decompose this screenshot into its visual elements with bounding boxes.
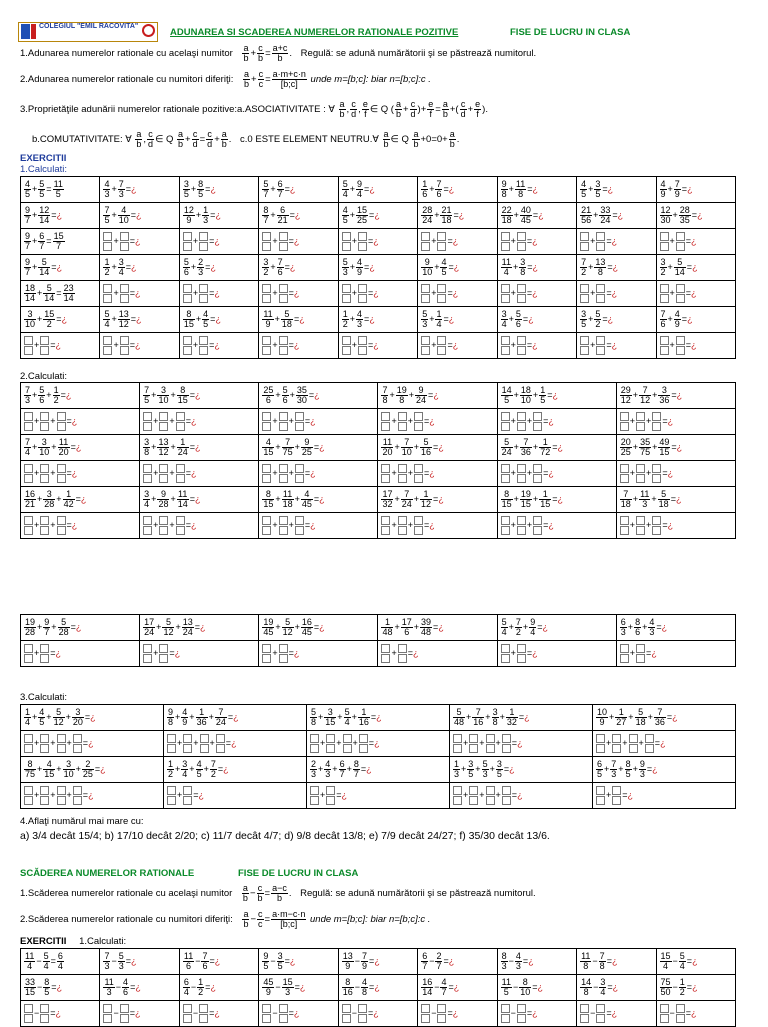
- exercise-cell[interactable]: + =¿: [338, 229, 417, 255]
- exercise-cell[interactable]: + + + =¿: [21, 783, 164, 809]
- exercise-cell[interactable]: + + + =¿: [450, 783, 593, 809]
- exercise-cell[interactable]: $\frac{28}{24}$ + $\frac{21}{18}$ =¿: [418, 203, 497, 229]
- exercise-cell[interactable]: + + + =¿: [307, 731, 450, 757]
- exercise-cell[interactable]: − =¿: [418, 1001, 497, 1027]
- subtraction-subtitle: FISE DE LUCRU IN CLASA: [238, 868, 359, 879]
- exercise-cell[interactable]: $\frac{4}{15}$ + $\frac{7}{75}$ + $\frac{9}{25}$ =¿: [259, 435, 378, 461]
- exercise-cell[interactable]: $\frac{6}{3}$ + $\frac{8}{6}$ + $\frac{4}{3}$ =¿: [616, 615, 735, 641]
- exercise-cell[interactable]: + =¿: [100, 281, 179, 307]
- exercise-cell[interactable]: + + =¿: [140, 513, 259, 539]
- exercise-cell[interactable]: $\frac{19}{45}$ + $\frac{5}{12}$ + $\frac{16}{45}$ =¿: [259, 615, 378, 641]
- exercise-cell[interactable]: + + =¿: [616, 409, 735, 435]
- exercise-cell[interactable]: $\frac{11}{3}$ − $\frac{4}{6}$ =¿: [100, 975, 179, 1001]
- table-row: [21, 255, 736, 281]
- exercise-cell[interactable]: $\frac{7}{6}$ + $\frac{4}{9}$ =¿: [656, 307, 736, 333]
- section-2-label: 2.Calculati:: [20, 371, 67, 382]
- rule-4: b.COMUTATIVITATE: ∀ $\frac{a}{b}$ , $\frac{c}{d}$ ∈ Q $\frac{a}{b}$ + $\frac{c}{d}$ = $\frac{c}{d}$ + $\frac{a}{b}$ . c.0 ESTE ELEMENT NEUTRU.∀ $\frac{a}{b}$ ∈ Q $\frac{a}{b}$ +0=0+ $\frac{a}{b}$ .: [32, 129, 460, 149]
- exercise-cell[interactable]: + =¿: [179, 229, 258, 255]
- section-4-label: 4.Aflaţi numărul mai mare cu:: [20, 816, 144, 827]
- table-row: [21, 757, 736, 783]
- exercise-cell[interactable]: + =¿: [100, 333, 179, 359]
- exercise-cell[interactable]: + =¿: [577, 281, 656, 307]
- exercise-cell[interactable]: $\frac{3}{2}$ + $\frac{5}{14}$ =¿: [656, 255, 736, 281]
- exercise-cell[interactable]: + + =¿: [259, 461, 378, 487]
- table-row: [21, 949, 736, 975]
- exercise-cell[interactable]: $\frac{5}{8}$ + $\frac{3}{15}$ + $\frac{5}{4}$ + $\frac{1}{16}$ =¿: [307, 705, 450, 731]
- exercise-cell[interactable]: − =¿: [179, 1001, 258, 1027]
- exercise-cell[interactable]: + =¿: [656, 333, 736, 359]
- exercise-cell[interactable]: $\frac{1}{2}$ + $\frac{3}{4}$ + $\frac{4}{5}$ + $\frac{7}{2}$ =¿: [164, 757, 307, 783]
- exercise-cell[interactable]: $\frac{1}{6}$ + $\frac{7}{6}$ =¿: [418, 177, 497, 203]
- exercise-cell[interactable]: $\frac{11}{9}$ + $\frac{5}{18}$ =¿: [259, 307, 338, 333]
- exercise-cell[interactable]: $\frac{4}{3}$ + $\frac{7}{3}$ =¿: [100, 177, 179, 203]
- exercise-cell[interactable]: $\frac{8}{15}$ + $\frac{11}{18}$ + $\frac{4}{45}$ =¿: [259, 487, 378, 513]
- exercise-cell[interactable]: $\frac{8}{15}$ + $\frac{19}{15}$ + $\frac{1}{15}$ =¿: [497, 487, 616, 513]
- exercise-cell[interactable]: + =¿: [577, 229, 656, 255]
- exercise-cell[interactable]: + =¿: [378, 641, 497, 667]
- exercise-cell[interactable]: − =¿: [338, 1001, 417, 1027]
- exercise-cell[interactable]: $\frac{7}{5}$ + $\frac{4}{10}$ =¿: [100, 203, 179, 229]
- exercise-cell[interactable]: $\frac{11}{20}$ + $\frac{7}{10}$ + $\frac{5}{16}$ =¿: [378, 435, 497, 461]
- exercise-cell[interactable]: $\frac{5}{4}$ + $\frac{9}{4}$ =¿: [338, 177, 417, 203]
- exercise-cell[interactable]: + =¿: [21, 641, 140, 667]
- exercise-cell[interactable]: $\frac{45}{9}$ − $\frac{15}{3}$ =¿: [259, 975, 338, 1001]
- exercise-cell[interactable]: + =¿: [418, 229, 497, 255]
- exercise-cell[interactable]: $\frac{16}{14}$ − $\frac{4}{7}$ =¿: [418, 975, 497, 1001]
- exercise-cell[interactable]: + + + =¿: [593, 731, 736, 757]
- exercise-cell[interactable]: $\frac{8}{7}$ + $\frac{6}{21}$ =¿: [259, 203, 338, 229]
- school-name: COLEGIUL "EMIL RACOVITA": [39, 23, 139, 30]
- exercise-cell[interactable]: + =¿: [259, 333, 338, 359]
- exercise-cell[interactable]: + =¿: [338, 281, 417, 307]
- table-row: [21, 783, 736, 809]
- exercise-cell[interactable]: $\frac{29}{12}$ + $\frac{7}{12}$ + $\frac{3}{36}$ =¿: [616, 383, 735, 409]
- exercise-cell[interactable]: + + =¿: [378, 461, 497, 487]
- exercise-cell[interactable]: $\frac{11}{8}$ − $\frac{7}{8}$ =¿: [577, 949, 656, 975]
- exercise-cell[interactable]: + + =¿: [497, 409, 616, 435]
- section-4-line: a) 3/4 decât 15/4; b) 17/10 decât 2/20; c) 11/7 decât 4/7; d) 9/8 decât 13/8; e) 7/9 decât 24/27; f) 35/30 decât 13/6.: [20, 830, 550, 842]
- exercise-cell[interactable]: + =¿: [497, 281, 576, 307]
- table-row: [21, 705, 736, 731]
- exercise-cell[interactable]: $\frac{14}{8}$ − $\frac{3}{4}$ =¿: [577, 975, 656, 1001]
- exercise-cell[interactable]: $\frac{15}{4}$ − $\frac{5}{4}$ =¿: [656, 949, 736, 975]
- exercise-cell[interactable]: − =¿: [656, 1001, 736, 1027]
- exercise-cell[interactable]: + =¿: [100, 229, 179, 255]
- exercise-table-3: [20, 614, 736, 667]
- exercise-cell[interactable]: + + =¿: [21, 513, 140, 539]
- table-row: [21, 641, 736, 667]
- table-row: [21, 203, 736, 229]
- exercise-cell[interactable]: $\frac{4}{5}$ + $\frac{15}{25}$ =¿: [338, 203, 417, 229]
- exercise-cell[interactable]: $\frac{12}{30}$ + $\frac{28}{35}$ =¿: [656, 203, 736, 229]
- exercise-cell[interactable]: + + =¿: [140, 461, 259, 487]
- exercise-cell[interactable]: $\frac{9}{8}$ + $\frac{11}{8}$ =¿: [497, 177, 576, 203]
- exercises-heading: EXERCITII: [20, 153, 67, 164]
- exercise-cell[interactable]: $\frac{9}{8}$ + $\frac{4}{9}$ + $\frac{1}{36}$ + $\frac{7}{24}$ =¿: [164, 705, 307, 731]
- exercise-cell[interactable]: $\frac{7}{2}$ + $\frac{13}{8}$ =¿: [577, 255, 656, 281]
- exercise-cell[interactable]: + =¿: [307, 783, 450, 809]
- table-row: [21, 177, 736, 203]
- exercise-cell[interactable]: $\frac{25}{6}$ + $\frac{5}{6}$ + $\frac{35}{30}$ =¿: [259, 383, 378, 409]
- exercise-table-1: [20, 176, 736, 359]
- exercise-cell[interactable]: + + =¿: [616, 513, 735, 539]
- page-title: ADUNAREA SI SCADEREA NUMERELOR RATIONALE POZITIVE: [170, 27, 459, 38]
- exercise-cell[interactable]: $\frac{3}{10}$ + $\frac{15}{2}$ =¿: [21, 307, 100, 333]
- exercise-cell[interactable]: $\frac{9}{7}$ + $\frac{6}{7}$ = $\frac{15}{7}$: [21, 229, 100, 255]
- exercise-cell[interactable]: − =¿: [21, 1001, 100, 1027]
- exercise-cell[interactable]: + =¿: [164, 783, 307, 809]
- exercise-cell[interactable]: + =¿: [259, 641, 378, 667]
- exercise-cell[interactable]: + =¿: [497, 333, 576, 359]
- exercise-cell[interactable]: $\frac{9}{7}$ + $\frac{12}{14}$ =¿: [21, 203, 100, 229]
- exercise-cell[interactable]: + + =¿: [497, 461, 616, 487]
- exercise-cell[interactable]: $\frac{7}{3}$ − $\frac{5}{3}$ =¿: [100, 949, 179, 975]
- table-row: [21, 333, 736, 359]
- exercise-cell[interactable]: + =¿: [418, 281, 497, 307]
- exercise-cell[interactable]: $\frac{21}{56}$ + $\frac{33}{24}$ =¿: [577, 203, 656, 229]
- exercise-table-4: [20, 704, 736, 809]
- exercise-cell[interactable]: $\frac{11}{5}$ − $\frac{8}{10}$ =¿: [497, 975, 576, 1001]
- exercise-cell[interactable]: $\frac{5}{48}$ + $\frac{7}{16}$ + $\frac{3}{8}$ + $\frac{1}{32}$ =¿: [450, 705, 593, 731]
- exercise-cell[interactable]: + =¿: [577, 333, 656, 359]
- exercise-cell[interactable]: $\frac{7}{18}$ + $\frac{11}{3}$ + $\frac{5}{18}$ =¿: [616, 487, 735, 513]
- exercise-cell[interactable]: + =¿: [140, 641, 259, 667]
- exercise-cell[interactable]: $\frac{3}{5}$ + $\frac{8}{5}$ =¿: [179, 177, 258, 203]
- exercise-cell[interactable]: $\frac{7}{4}$ + $\frac{3}{10}$ + $\frac{11}{20}$ =¿: [21, 435, 140, 461]
- exercise-cell[interactable]: $\frac{8}{15}$ + $\frac{4}{5}$ =¿: [179, 307, 258, 333]
- exercise-cell[interactable]: − =¿: [497, 1001, 576, 1027]
- exercise-cell[interactable]: $\frac{2}{3}$ + $\frac{4}{3}$ + $\frac{6}{7}$ + $\frac{8}{7}$ =¿: [307, 757, 450, 783]
- exercise-cell[interactable]: $\frac{11}{4}$ + $\frac{3}{8}$ =¿: [497, 255, 576, 281]
- exercise-cell[interactable]: $\frac{7}{8}$ + $\frac{19}{8}$ + $\frac{9}{24}$ =¿: [378, 383, 497, 409]
- rule-1: 1.Adunarea numerelor rationale cu acelaşi numitor $\frac{a}{b}$ + $\frac{c}{b}$ = $\frac{a+c}{b}$ . Regulă: se adună numărătorii şi se păstrează numitorul.: [20, 43, 537, 63]
- rule-2: 2.Adunarea numerelor rationale cu numitori diferiţi: $\frac{a}{b}$ + $\frac{c}{c}$ = $\frac{a\cdot m+c\cdot n}{[b;c]}$ unde m=[b;c]: biar n=[b;c]:c .: [20, 69, 431, 89]
- exercise-cell[interactable]: $\frac{1}{4}$ + $\frac{4}{5}$ + $\frac{5}{12}$ + $\frac{3}{20}$ =¿: [21, 705, 164, 731]
- sub-rule-1: 1.Scăderea numerelor rationale cu acelaşi numitor $\frac{a}{b}$ − $\frac{c}{b}$ = $\frac{a-c}{b}$ . Regulă: se adună numărătorii şi se păstrează numitorul.: [20, 883, 536, 903]
- exercise-cell[interactable]: + + =¿: [616, 461, 735, 487]
- exercise-cell[interactable]: $\frac{4}{5}$ + $\frac{5}{5}$ = $\frac{11}{5}$: [21, 177, 100, 203]
- exercise-cell[interactable]: + + + =¿: [164, 731, 307, 757]
- exercise-cell[interactable]: $\frac{16}{21}$ + $\frac{3}{28}$ + $\frac{1}{42}$ =¿: [21, 487, 140, 513]
- table-row: [21, 1001, 736, 1027]
- subtraction-exercises: EXERCITII 1.Calculati:: [20, 936, 127, 947]
- logo-stripe-blue-icon: [21, 24, 30, 39]
- table-row: [21, 307, 736, 333]
- subtraction-title: SCĂDEREA NUMERELOR RATIONALE: [20, 868, 195, 879]
- exercise-cell[interactable]: $\frac{5}{3}$ + $\frac{4}{9}$ =¿: [338, 255, 417, 281]
- exercise-cell[interactable]: $\frac{8}{16}$ − $\frac{4}{8}$ =¿: [338, 975, 417, 1001]
- section-1-label: 1.Calculati:: [20, 164, 67, 175]
- exercise-cell[interactable]: $\frac{5}{7}$ + $\frac{6}{7}$ =¿: [259, 177, 338, 203]
- exercise-cell[interactable]: + =¿: [656, 281, 736, 307]
- exercise-cell[interactable]: $\frac{5}{4}$ + $\frac{13}{12}$ =¿: [100, 307, 179, 333]
- exercise-cell[interactable]: $\frac{5}{24}$ + $\frac{7}{36}$ + $\frac{1}{72}$ =¿: [497, 435, 616, 461]
- exercise-cell[interactable]: + =¿: [21, 333, 100, 359]
- exercise-cell[interactable]: $\frac{19}{28}$ + $\frac{9}{7}$ + $\frac{5}{28}$ =¿: [21, 615, 140, 641]
- exercise-cell[interactable]: + =¿: [259, 281, 338, 307]
- exercise-cell[interactable]: + =¿: [338, 333, 417, 359]
- exercise-cell[interactable]: $\frac{14}{5}$ + $\frac{18}{10}$ + $\frac{1}{5}$ =¿: [497, 383, 616, 409]
- exercise-cell[interactable]: + =¿: [616, 641, 735, 667]
- exercise-table-2: [20, 382, 736, 539]
- exercise-cell[interactable]: $\frac{11}{4}$ − $\frac{5}{4}$ = $\frac{6}{4}$: [21, 949, 100, 975]
- exercise-cell[interactable]: + =¿: [593, 783, 736, 809]
- exercise-cell[interactable]: + + =¿: [140, 409, 259, 435]
- table-row: [21, 383, 736, 409]
- exercise-cell[interactable]: + + =¿: [259, 513, 378, 539]
- exercise-cell[interactable]: + + =¿: [259, 409, 378, 435]
- school-logo: [18, 22, 158, 42]
- section-3-label: 3.Calculati:: [20, 692, 67, 703]
- exercise-cell[interactable]: + =¿: [179, 281, 258, 307]
- table-row: [21, 409, 736, 435]
- exercise-cell[interactable]: $\frac{6}{5}$ + $\frac{7}{3}$ + $\frac{8}{5}$ + $\frac{9}{3}$ =¿: [593, 757, 736, 783]
- exercise-cell[interactable]: $\frac{3}{5}$ + $\frac{5}{2}$ =¿: [577, 307, 656, 333]
- table-row: [21, 975, 736, 1001]
- exercise-cell[interactable]: + =¿: [656, 229, 736, 255]
- exercise-cell[interactable]: $\frac{3}{4}$ + $\frac{9}{28}$ + $\frac{11}{14}$ =¿: [140, 487, 259, 513]
- exercise-cell[interactable]: + =¿: [497, 641, 616, 667]
- exercise-table-5: [20, 948, 736, 1027]
- exercise-cell[interactable]: $\frac{9}{10}$ + $\frac{4}{5}$ =¿: [418, 255, 497, 281]
- exercise-cell[interactable]: $\frac{33}{15}$ − $\frac{8}{5}$ =¿: [21, 975, 100, 1001]
- exercise-cell[interactable]: $\frac{17}{32}$ + $\frac{7}{24}$ + $\frac{1}{12}$ =¿: [378, 487, 497, 513]
- table-row: [21, 731, 736, 757]
- exercise-cell[interactable]: + + + =¿: [450, 731, 593, 757]
- exercise-cell[interactable]: $\frac{17}{24}$ + $\frac{5}{12}$ + $\frac{13}{24}$ =¿: [140, 615, 259, 641]
- exercise-cell[interactable]: + =¿: [418, 333, 497, 359]
- exercise-cell[interactable]: $\frac{3}{4}$ + $\frac{5}{6}$ =¿: [497, 307, 576, 333]
- exercise-cell[interactable]: + + =¿: [21, 461, 140, 487]
- exercise-cell[interactable]: $\frac{5}{6}$ + $\frac{2}{3}$ =¿: [179, 255, 258, 281]
- exercise-cell[interactable]: $\frac{75}{50}$ − $\frac{1}{2}$ =¿: [656, 975, 736, 1001]
- exercise-cell[interactable]: $\frac{1}{2}$ + $\frac{4}{3}$ =¿: [338, 307, 417, 333]
- table-row: [21, 513, 736, 539]
- exercise-cell[interactable]: $\frac{7}{3}$ + $\frac{5}{6}$ + $\frac{1}{2}$ =¿: [21, 383, 140, 409]
- exercise-cell[interactable]: $\frac{1}{2}$ + $\frac{3}{4}$ =¿: [100, 255, 179, 281]
- exercise-cell[interactable]: $\frac{22}{18}$ + $\frac{40}{45}$ =¿: [497, 203, 576, 229]
- exercise-cell[interactable]: $\frac{4}{5}$ + $\frac{3}{5}$ =¿: [577, 177, 656, 203]
- page-subtitle: FISE DE LUCRU IN CLASA: [510, 27, 631, 38]
- exercise-cell[interactable]: $\frac{3}{2}$ + $\frac{7}{6}$ =¿: [259, 255, 338, 281]
- exercise-cell[interactable]: $\frac{8}{75}$ + $\frac{4}{15}$ + $\frac{3}{10}$ + $\frac{2}{25}$ =¿: [21, 757, 164, 783]
- exercise-cell[interactable]: $\frac{3}{8}$ + $\frac{13}{12}$ + $\frac{1}{24}$ =¿: [140, 435, 259, 461]
- exercise-cell[interactable]: $\frac{12}{9}$ + $\frac{1}{3}$ =¿: [179, 203, 258, 229]
- exercise-cell[interactable]: + + =¿: [378, 409, 497, 435]
- table-row: [21, 435, 736, 461]
- exercise-cell[interactable]: − =¿: [100, 1001, 179, 1027]
- logo-stripe-red-icon: [31, 24, 36, 39]
- exercise-cell[interactable]: − =¿: [259, 1001, 338, 1027]
- exercise-cell[interactable]: + =¿: [179, 333, 258, 359]
- exercise-cell[interactable]: + + =¿: [21, 409, 140, 435]
- exercise-cell[interactable]: $\frac{1}{3}$ + $\frac{3}{5}$ + $\frac{5}{3}$ + $\frac{3}{5}$ =¿: [450, 757, 593, 783]
- exercise-cell[interactable]: + =¿: [497, 229, 576, 255]
- exercise-cell[interactable]: $\frac{4}{9}$ + $\frac{7}{9}$ =¿: [656, 177, 736, 203]
- exercise-cell[interactable]: $\frac{6}{7}$ − $\frac{2}{7}$ =¿: [418, 949, 497, 975]
- exercise-cell[interactable]: $\frac{5}{3}$ + $\frac{1}{4}$ =¿: [418, 307, 497, 333]
- exercise-cell[interactable]: − =¿: [577, 1001, 656, 1027]
- exercise-cell[interactable]: $\frac{1}{48}$ + $\frac{17}{6}$ + $\frac{39}{48}$ =¿: [378, 615, 497, 641]
- exercise-cell[interactable]: + + =¿: [497, 513, 616, 539]
- exercise-cell[interactable]: $\frac{11}{6}$ − $\frac{7}{6}$ =¿: [179, 949, 258, 975]
- exercise-cell[interactable]: $\frac{9}{5}$ − $\frac{3}{5}$ =¿: [259, 949, 338, 975]
- seal-icon: [142, 24, 155, 37]
- exercise-cell[interactable]: $\frac{6}{4}$ − $\frac{1}{2}$ =¿: [179, 975, 258, 1001]
- sub-rule-2: 2.Scăderea numerelor rationale cu numitori diferiţi: $\frac{a}{b}$ − $\frac{c}{c}$ = $\frac{a\cdot m-c\cdot n}{[b;c]}$ unde m=[b;c]: biar n=[b;c]:c .: [20, 909, 431, 929]
- exercise-cell[interactable]: $\frac{9}{7}$ + $\frac{5}{14}$ =¿: [21, 255, 100, 281]
- table-row: [21, 615, 736, 641]
- exercise-cell[interactable]: $\frac{18}{14}$ + $\frac{5}{14}$ = $\frac{23}{14}$: [21, 281, 100, 307]
- exercise-cell[interactable]: $\frac{5}{4}$ + $\frac{7}{2}$ + $\frac{9}{4}$ =¿: [497, 615, 616, 641]
- exercise-cell[interactable]: $\frac{10}{9}$ + $\frac{1}{27}$ + $\frac{5}{18}$ + $\frac{7}{36}$ =¿: [593, 705, 736, 731]
- table-row: [21, 487, 736, 513]
- rule-3: 3.Proprietăţile adunării numerelor rationale pozitive:a.ASOCIATIVITATE : ∀ $\frac{a}{b}$ , $\frac{c}{d}$ , $\frac{e}{f}$ ∈ Q ( $\frac{a}{b}$ + $\frac{c}{d}$ )+ $\frac{e}{f}$ = $\frac{a}{b}$ +( $\frac{c}{d}$ + $\frac{e}{f}$ ).: [20, 99, 488, 119]
- table-row: [21, 281, 736, 307]
- exercise-cell[interactable]: $\frac{8}{3}$ − $\frac{4}{3}$ =¿: [497, 949, 576, 975]
- exercise-cell[interactable]: + + + =¿: [21, 731, 164, 757]
- table-row: [21, 461, 736, 487]
- exercise-cell[interactable]: $\frac{7}{5}$ + $\frac{3}{10}$ + $\frac{8}{15}$ =¿: [140, 383, 259, 409]
- exercise-cell[interactable]: + =¿: [259, 229, 338, 255]
- exercise-cell[interactable]: $\frac{13}{9}$ − $\frac{7}{9}$ =¿: [338, 949, 417, 975]
- table-row: [21, 229, 736, 255]
- exercise-cell[interactable]: $\frac{20}{25}$ + $\frac{35}{75}$ + $\frac{49}{15}$ =¿: [616, 435, 735, 461]
- exercise-cell[interactable]: + + =¿: [378, 513, 497, 539]
